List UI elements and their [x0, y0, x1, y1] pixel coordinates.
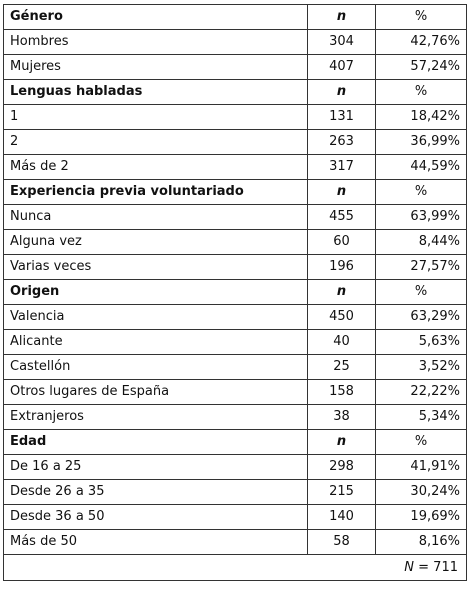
row-percentage: 5,63%: [376, 330, 467, 355]
row-label: 2: [4, 130, 308, 155]
row-percentage: 42,76%: [376, 30, 467, 55]
table-row: [4, 355, 467, 380]
percent-column-header: %: [376, 5, 467, 30]
table-row: [4, 455, 467, 480]
n-column-header: n: [308, 180, 376, 205]
section-header-row: [4, 80, 467, 105]
table-row: [4, 480, 467, 505]
row-label: Nunca: [4, 205, 308, 230]
row-percentage: 5,34%: [376, 405, 467, 430]
table-row: [4, 105, 467, 130]
row-label: 1: [4, 105, 308, 130]
row-percentage: 8,44%: [376, 230, 467, 255]
table-row: [4, 205, 467, 230]
table-body: [4, 5, 467, 581]
total-value: = 711: [418, 559, 458, 575]
row-label: Más de 2: [4, 155, 308, 180]
table-row: [4, 55, 467, 80]
row-percentage: 18,42%: [376, 105, 467, 130]
demographics-table: [3, 4, 467, 581]
section-heading: Lenguas habladas: [4, 80, 308, 105]
row-label: Desde 26 a 35: [4, 480, 308, 505]
row-percentage: 44,59%: [376, 155, 467, 180]
total-label: N: [404, 559, 415, 575]
row-count: 40: [308, 330, 376, 355]
section-heading: Experiencia previa voluntariado: [4, 180, 308, 205]
section-header-row: [4, 5, 467, 30]
row-percentage: 63,99%: [376, 205, 467, 230]
table-row: [4, 405, 467, 430]
row-count: 131: [308, 105, 376, 130]
row-percentage: 30,24%: [376, 480, 467, 505]
row-count: 298: [308, 455, 376, 480]
table-row: [4, 530, 467, 555]
row-percentage: 22,22%: [376, 380, 467, 405]
n-column-header: n: [308, 80, 376, 105]
total-cell: [4, 555, 467, 581]
section-heading: Género: [4, 5, 308, 30]
row-count: 25: [308, 355, 376, 380]
row-count: 196: [308, 255, 376, 280]
row-percentage: 41,91%: [376, 455, 467, 480]
percent-column-header: %: [376, 430, 467, 455]
row-count: 450: [308, 305, 376, 330]
row-label: Extranjeros: [4, 405, 308, 430]
row-label: Castellón: [4, 355, 308, 380]
row-count: 158: [308, 380, 376, 405]
demographics-table-document: [3, 4, 466, 581]
section-header-row: [4, 280, 467, 305]
row-count: 38: [308, 405, 376, 430]
percent-column-header: %: [376, 80, 467, 105]
table-row: [4, 380, 467, 405]
row-label: Hombres: [4, 30, 308, 55]
row-count: 263: [308, 130, 376, 155]
row-label: Valencia: [4, 305, 308, 330]
row-label: De 16 a 25: [4, 455, 308, 480]
n-column-header: n: [308, 5, 376, 30]
percent-column-header: %: [376, 180, 467, 205]
table-row: [4, 505, 467, 530]
row-label: Desde 36 a 50: [4, 505, 308, 530]
table-row: [4, 230, 467, 255]
row-percentage: 8,16%: [376, 530, 467, 555]
row-count: 60: [308, 230, 376, 255]
table-row: [4, 330, 467, 355]
section-header-row: [4, 430, 467, 455]
table-row: [4, 30, 467, 55]
row-count: 215: [308, 480, 376, 505]
total-row: [4, 555, 467, 581]
section-heading: Edad: [4, 430, 308, 455]
row-label: Alguna vez: [4, 230, 308, 255]
row-percentage: 3,52%: [376, 355, 467, 380]
n-column-header: n: [308, 430, 376, 455]
section-heading: Origen: [4, 280, 308, 305]
table-row: [4, 155, 467, 180]
row-count: 317: [308, 155, 376, 180]
row-count: 58: [308, 530, 376, 555]
row-count: 407: [308, 55, 376, 80]
row-percentage: 27,57%: [376, 255, 467, 280]
table-row: [4, 130, 467, 155]
table-row: [4, 305, 467, 330]
n-column-header: n: [308, 280, 376, 305]
row-label: Mujeres: [4, 55, 308, 80]
row-count: 304: [308, 30, 376, 55]
row-percentage: 63,29%: [376, 305, 467, 330]
row-percentage: 57,24%: [376, 55, 467, 80]
row-label: Más de 50: [4, 530, 308, 555]
percent-column-header: %: [376, 280, 467, 305]
row-count: 140: [308, 505, 376, 530]
section-header-row: [4, 180, 467, 205]
row-count: 455: [308, 205, 376, 230]
row-percentage: 19,69%: [376, 505, 467, 530]
row-label: Varias veces: [4, 255, 308, 280]
row-label: Alicante: [4, 330, 308, 355]
table-row: [4, 255, 467, 280]
row-percentage: 36,99%: [376, 130, 467, 155]
row-label: Otros lugares de España: [4, 380, 308, 405]
